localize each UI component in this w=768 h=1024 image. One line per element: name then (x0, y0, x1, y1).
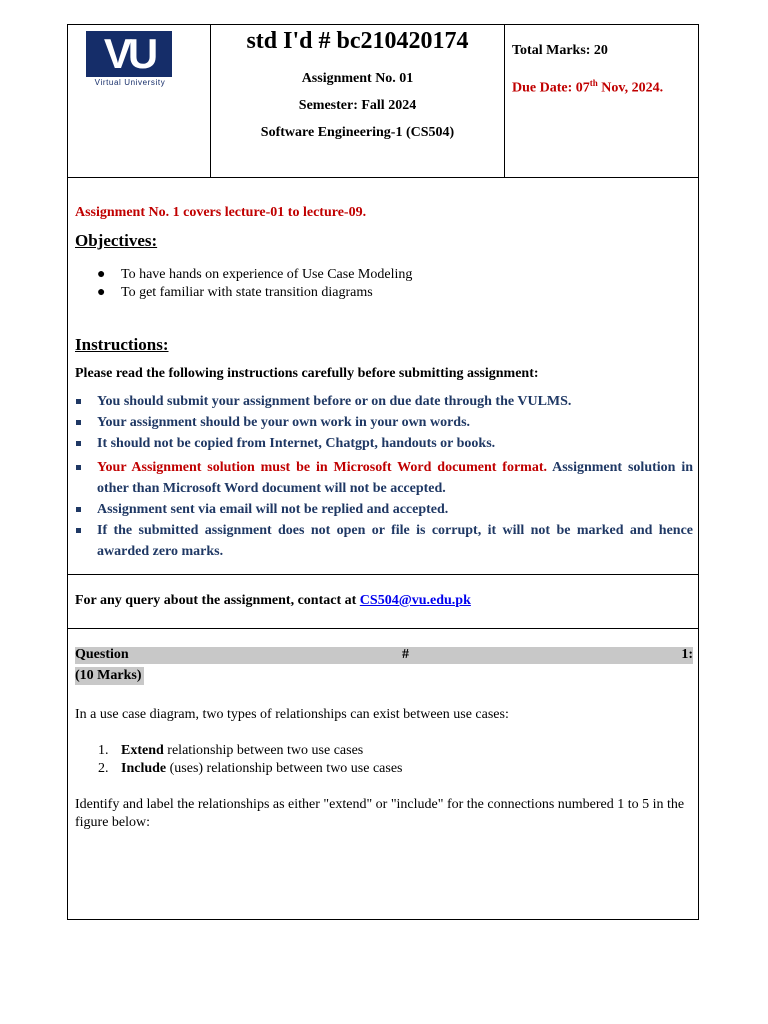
question-intro: In a use case diagram, two types of relationships can exist between use cases: (75, 707, 509, 722)
list-item (98, 742, 403, 760)
due-date (512, 78, 663, 97)
course-title: Software Engineering-1 (CS504) (260, 125, 455, 140)
question-hash: # (402, 647, 409, 662)
question-task: Identify and label the relationships as either "extend" or "include" for the connections numbered 1 to 5 in the figure below: (75, 797, 685, 830)
question-label: Question (75, 647, 129, 662)
marks-cell (504, 25, 699, 177)
email-link[interactable]: CS504@vu.edu.pk (359, 593, 471, 608)
query-section (68, 575, 698, 629)
vu-logo-mark (86, 31, 172, 77)
due-date-prefix: Due Date: 07 (512, 80, 590, 96)
question-number: 1: (681, 647, 693, 662)
item-number: 1. (98, 743, 109, 758)
bullet-icon: ● (97, 285, 106, 300)
list-item (75, 433, 693, 454)
query-text: For any query about the assignment, contact at (75, 593, 360, 608)
vu-logo (86, 31, 174, 87)
question-marks: (10 Marks) (75, 668, 142, 683)
item-text: relationship between two use cases (163, 743, 364, 758)
instruction-text: Assignment sent via email will not be replied and accepted. (97, 502, 449, 517)
question-section (68, 629, 698, 919)
instructions-intro: Please read the following instructions carefully before submitting assignment: (75, 366, 539, 381)
assignment-frame (67, 24, 699, 920)
vu-logo-text: VU (103, 30, 155, 77)
list-item (75, 499, 693, 520)
list-item (75, 391, 693, 412)
list-item (75, 520, 693, 562)
list-item (75, 457, 693, 499)
covers-note: Assignment No. 1 covers lecture-01 to lecture-09. (75, 205, 367, 220)
instruction-text: You should submit your assignment before or on due date through the VULMS. (97, 394, 572, 409)
bullet-icon: ● (97, 267, 106, 282)
list-item (98, 760, 403, 778)
item-term: Include (121, 761, 167, 776)
instructions-list (75, 391, 693, 562)
word-format-warning: Your Assignment solution must be in Microsoft Word document format. (97, 460, 547, 475)
assignment-number: Assignment No. 01 (301, 71, 414, 86)
header-table (68, 25, 698, 178)
objective-text: To have hands on experience of Use Case Modeling (121, 267, 413, 282)
list-item (75, 412, 693, 433)
instructions-heading: Instructions: (75, 335, 169, 354)
due-date-sup: th (589, 78, 598, 88)
square-bullet-icon (76, 399, 81, 404)
instruction-text: If the submitted assignment does not open or file is corrupt, it will not be marked and hence awarded zero marks. (97, 523, 693, 559)
item-number: 2. (98, 761, 109, 776)
instructions-section (68, 178, 698, 575)
item-text: (uses) relationship between two use cases (166, 761, 403, 776)
vu-logo-subtitle: Virtual University (94, 78, 166, 87)
square-bullet-icon (76, 528, 81, 533)
question-heading (75, 647, 693, 664)
due-date-suffix: Nov, 2024. (597, 80, 664, 96)
semester: Semester: Fall 2024 (298, 98, 417, 113)
square-bullet-icon (76, 420, 81, 425)
square-bullet-icon (76, 465, 81, 470)
title-cell (211, 25, 504, 177)
student-id: std I'd # bc210420174 (246, 28, 469, 54)
instruction-text: It should not be copied from Internet, Chatgpt, handouts or books. (97, 436, 496, 451)
objective-text: To get familiar with state transition diagrams (121, 285, 373, 300)
relationship-list (98, 742, 403, 778)
query-line (75, 593, 471, 609)
item-term: Extend (121, 743, 164, 758)
square-bullet-icon (76, 441, 81, 446)
square-bullet-icon (76, 507, 81, 512)
instruction-text: Your assignment should be your own work in your own words. (97, 415, 471, 430)
total-marks: Total Marks: 20 (512, 43, 608, 58)
objectives-list (95, 266, 412, 302)
list-item (95, 284, 412, 302)
objectives-heading: Objectives: (75, 231, 158, 250)
word-format-rest: Assignment solution in other than Microsoft Word document will not be accepted. (97, 460, 693, 496)
logo-cell (68, 25, 211, 177)
list-item (95, 266, 412, 284)
